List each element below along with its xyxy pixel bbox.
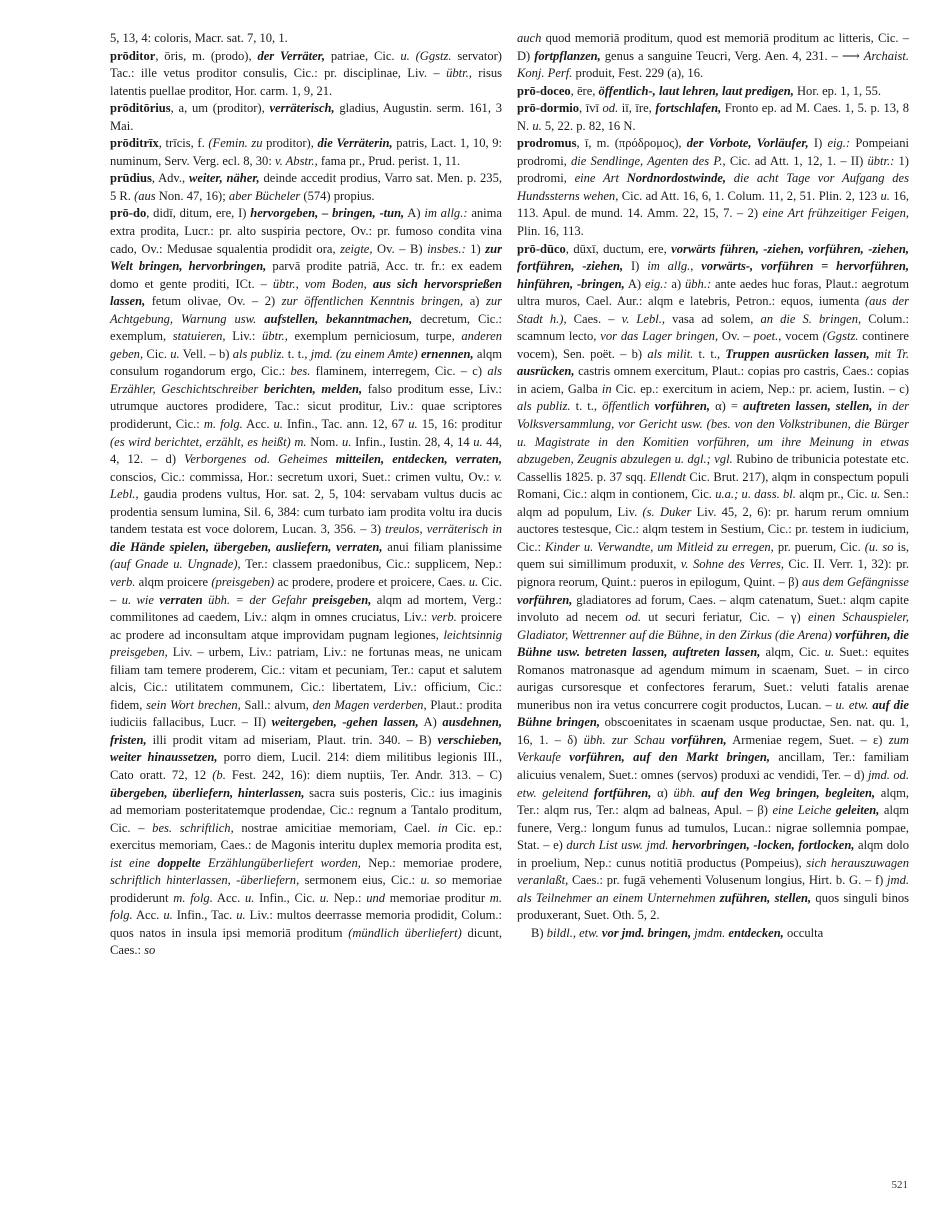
dictionary-entry: prō-do, didī, ditum, ere, I) hervorgeben, – bringen, -tun, A) im allg.: anima extra prodita, Lucr.: pr. alto suspiria pectore, Ov.: pr. fumoso condita vina cado, Ov.: Medusae squalentia prodidit ora, zeigte, Ov. – B) insbes.: 1) zur Welt bringen, hervorbringen, parvā prodite patriā, Acc. tr. fr.: ex eadem domo et gente proditi, ICt. – übtr., vom Boden, aus sich hervorsprießen lassen, fetum olivae, Ov. – 2) zur öffentlichen Kenntnis bringen, a) zur Achtgebung, Warnung usw. aufstellen, bekanntmachen, decretum, Cic.: exemplum, statuieren, Liv.: übtr., exemplum perniciosum, turpe, anderen geben, Cic. u. Vell. – b) als publiz. t. t., jmd. (zu einem Amte) ernennen, alqm consulum rogandorum ergo, Cic.: bes. flaminem, interregem, Cic. – c) als Erzähler, Geschichtschreiber berichten, melden, falso proditum esse, Liv.: utrumque auctores prodidere, Tac.: sicut proditur, Liv.: quae scriptores prodiderunt, Cic.: m. folg. Acc. u. Infin., Tac. ann. 12, 67 u. 15, 16: proditur (es wird berichtet, erzählt, es heißt) m. Nom. u. Infin., Iustin. 28, 4, 14 u. 44, 4, 12. – d) Verborgenes od. Geheimes mitteilen, entdecken, verraten, conscios, Cic.: commissa, Hor.: secretum uxori, Suet.: crimen vultu, Ov.: v. Lebl., gaudia prodens vultus, Hor. sat. 2, 5, 104: servabam vultus ducis ac prodentia sensum lumina, Sil. 6, 384: cum turbato iam prodita voltu ira ducis tandem testata est voce dolorem, Lucan. 3, 356. – 3) treulos, verräterisch in die Hände spielen, übergeben, ausliefern, verraten, anui filiam planissime (auf Gnade u. Ungnade), Ter.: classem praedonibus, Cic.: supplicem, Nep.: verb. alqm proicere (preisgeben) ac prodere, prodere et proicere, Caes. u. Cic. – u. wie verraten übh. = der Gefahr preisgeben, alqm ad mortem, Verg.: commilitones ad caedem, Liv.: alqm in omnes cruciatus, Liv.: verb. proicere ac prodere ad inconsultam atque improvidam pugnam legiones, leichtsinnig preisgeben, Liv. – urbem, Liv.: patriam, Liv.: ne fortunas meas, ne unicam filiam tam temere proderem, Cic.: vitam et pecuniam, Ter.: caput et salutem alcis, Cic.: utilitatem communem, Cic.: libertatem, Liv.: officium, Cic.: fidem, sein Wort brechen, Sall.: alvum, den Magen verderben, Plaut.: prodita iudiciis fallacibus, Lucr. – II) weitergeben, -gehen lassen, A) ausdehnen, fristen, illi prodit vitam ad miseriam, Plaut. trin. 340. – B) verschieben, weiter hinaussetzen, porro diem, Lucil. 214: diem militibus legionis III., Cato oratt. 72, 12 (b. Fest. 242, 16): diem nuptiis, Ter. Andr. 313. – C) übergeben, überliefern, hinterlassen, sacra suis posteris, Cic.: ius imaginis ad memoriam posteritatemque prodendae, Cic.: regnum a Tantalo proditum, Cic. – bes. schriftlich, nostrae amicitiae memoriam, Cael. in Cic. ep.: exercitus memoriam, Caes.: de Magonis interitu duplex memoria prodita est, ist eine doppelte Erzählungüberliefert worden, Nep.: memoriae prodere, schriftlich hinterlassen, -überliefern, sermonem eius, Cic.: u. so memoriae prodiderunt m. folg. Acc. u. Infin., Cic. u. Nep.: und memoriae proditur m. folg. Acc. u. Infin., Tac. u. Liv.: multos deerrasse memoria prodidit, Colum.: quos natos in insula ipsi memoriā proditum (mündlich überliefert) dicunt, Caes.: so [110,206,503,958]
dictionary-entry: 5, 13, 4: coloris, Macr. sat. 7, 10, 1. [110,31,288,45]
dictionary-entry: auch quod memoriā proditum, quod est memoriā proditum ac litteris, Cic. – D) fortpflanzen, genus a sanguine Teucri, Verg. Aen. 4, 231. – ⟶ Archaist. Konj. Perf. produit, Fest. 229 (a), 16. [517,31,909,81]
page-number: 521 [891,1179,908,1191]
dictionary-entry: prōditor, ōris, m. (prodo), der Verräter, patriae, Cic. u. (Ggstz. servator) Tac.: ille vetus proditor consulis, Cic.: pr. disciplinae, Liv. – übtr., risus latentis puellae proditor, Hor. carm. 1, 9, 21. [110,48,502,98]
left-column [110,30,502,960]
right-column [517,30,909,942]
dictionary-entry: prōditōrius, a, um (proditor), verräterisch, gladius, Augustin. serm. 161, 3 Mai. [110,101,502,133]
dictionary-entry: prodromus, ī, m. (πρόδρομος), der Vorbote, Vorläufer, I) eig.: Pompeiani prodromi, die Sendlinge, Agenten des P., Cic. ad Att. 1, 12, 1. – II) übtr.: 1) prodromi, eine Art Nordnordostwinde, die acht Tage vor Aufgang des Hundssterns wehen, Cic. ad Att. 16, 6, 1. Colum. 11, 2, 51. Plin. 2, 123 u. 16, 113. Apul. de mund. 14. Amm. 22, 15, 7. – 2) eine Art frühzeitiger Feigen, Plin. 16, 113. [517,136,909,239]
dictionary-entry: prō-dormio, īvī od. iī, īre, fortschlafen, Fronto ep. ad M. Caes. 1, 5. p. 13, 8 N. u. 5, 22. p. 82, 16 N. [517,101,910,133]
dictionary-entry: prōditrīx, trīcis, f. (Femin. zu proditor), die Verräterin, patris, Lact. 1, 10, 9: numinum, Serv. Verg. ecl. 8, 30: v. Abstr., fama pr., Prud. perist. 1, 11. [110,136,502,168]
dictionary-entry: prō-dūco, dūxī, ductum, ere, vorwärts führen, -ziehen, vorführen, -ziehen, fortführen, -ziehen, I) im allg., vorwärts-, vorführen = hervorführen, hinführen, -bringen, A) eig.: a) übh.: ante aedes huc foras, Plaut.: aegrotum ultra muros, Cael. Aur.: alqm e latebris, Petron.: equos, iumenta (aus der Stadt h.), Caes. – v. Lebl., vasa ad solem, an die S. bringen, Colum.: scamnum lecto, vor das Lager bringen, Ov. – poet., vocem (Ggstz. continere vocem), Sen. poët. – b) als milit. t. t., Truppen ausrücken lassen, mit Tr. ausrücken, castris omnem exercitum, Plaut.: copias pro castris, Caes.: copias in aciem, Galba in Cic. ep.: exercitum in aciem, Nep.: pr. aciem, Iustin. – c) als publiz. t. t., öffentlich vorführen, α) = auftreten lassen, stellen, in der Volksversammlung, vor Gericht usw. (bes. von den Volkstribunen, die Bürger u. Magistrate in den Komitien vorführen, um ihre Meinung in etwas abzugeben, Zeugnis abzulegen u. dgl.; vgl. Rubino de tribunicia potestate etc. Cassellis 1825. p. 37 sqq. Ellendt Cic. Brut. 217), alqm in conspectum populi Romani, Cic.: alqm in contionem, Cic. u.a.; u. dass. bl. alqm pr., Cic. u. Sen.: alqm ad populum, Liv. (s. Duker Liv. 45, 2, 6): pr. harum rerum omnium auctores testesque, Cic.: alqm testem in Sestium, Cic.: pr. testem in iudicium, Cic.: Kinder u. Verwandte, um Mitleid zu erregen, pr. puerum, Cic. (u. so is, quem sui simillimum produxit, v. Sohne des Verres, Cic. II. Verr. 1, 32): pr. pignora reorum, Quint.: pueros in epilogum, Quint. – β) aus dem Gefängnisse vorführen, gladiatores ad forum, Caes. – alqm catenatum, Suet.: alqm capite involuto ad necem od. ut securi feriatur, Cic. – γ) einen Schauspieler, Gladiator, Wettrenner auf die Bühne, in den Zirkus (die Arena) vorführen, die Bühne usw. betreten lassen, auftreten lassen, alqm, Cic. u. Suet.: equites Romanos matronasque ad agendum mimum in scaenam, Suet. – in circo aurigas cursoresque et confectores ferarum, Suet.: veluti fatalis arenae muneribus non ira vetus concurrere cogit productos, Lucan. – u. etw. auf die Bühne bringen, obscoenitates in scaenam usque productae, Sen. nat. qu. 1, 16, 1. – δ) übh. zur Schau vorführen, Armeniae regem, Suet. – ε) zum Verkaufe vorführen, auf den Markt bringen, ancillam, Ter.: familiam alicuius venalem, Suet.: omnes (servos) produxi ac vendidi, Ter. – d) jmd. od. etw. geleitend fortführen, α) übh. auf den Weg bringen, begleiten, alqm, Ter.: alqm rus, Ter.: alqm ad balneas, Apul. – β) eine Leiche geleiten, alqm funere, Verg.: longum funus ad tumulos, Lucan.: nigrae sollemnia pompae, Stat. – e) durch List usw. jmd. hervorbringen, -locken, fortlocken, alqm dolo in proelium, Nep.: cunus notitiā productus (Pompeius), sich herauszuwagen veranlaßt, Caes.: pr. fugā vehementi Volusenum longius, Hirt. b. G. – f) jmd. als Teilnehmer an einem Unternehmen zuführen, stellen, quos singuli binos produxerant, Suet. Oth. 5, 2. [517,241,910,923]
dictionary-entry: B) bildl., etw. vor jmd. bringen, jmdm. entdecken, occulta [531,925,824,940]
dictionary-entry: prō-doceo, ēre, öffentlich-, laut lehren, laut predigen, Hor. ep. 1, 1, 55. [517,83,881,98]
dictionary-entry: prūdius, Adv., weiter, näher, deinde accedit prodius, Varro sat. Men. p. 235, 5 R. (aus Non. 47, 16); aber Bücheler (574) propius. [110,171,502,203]
